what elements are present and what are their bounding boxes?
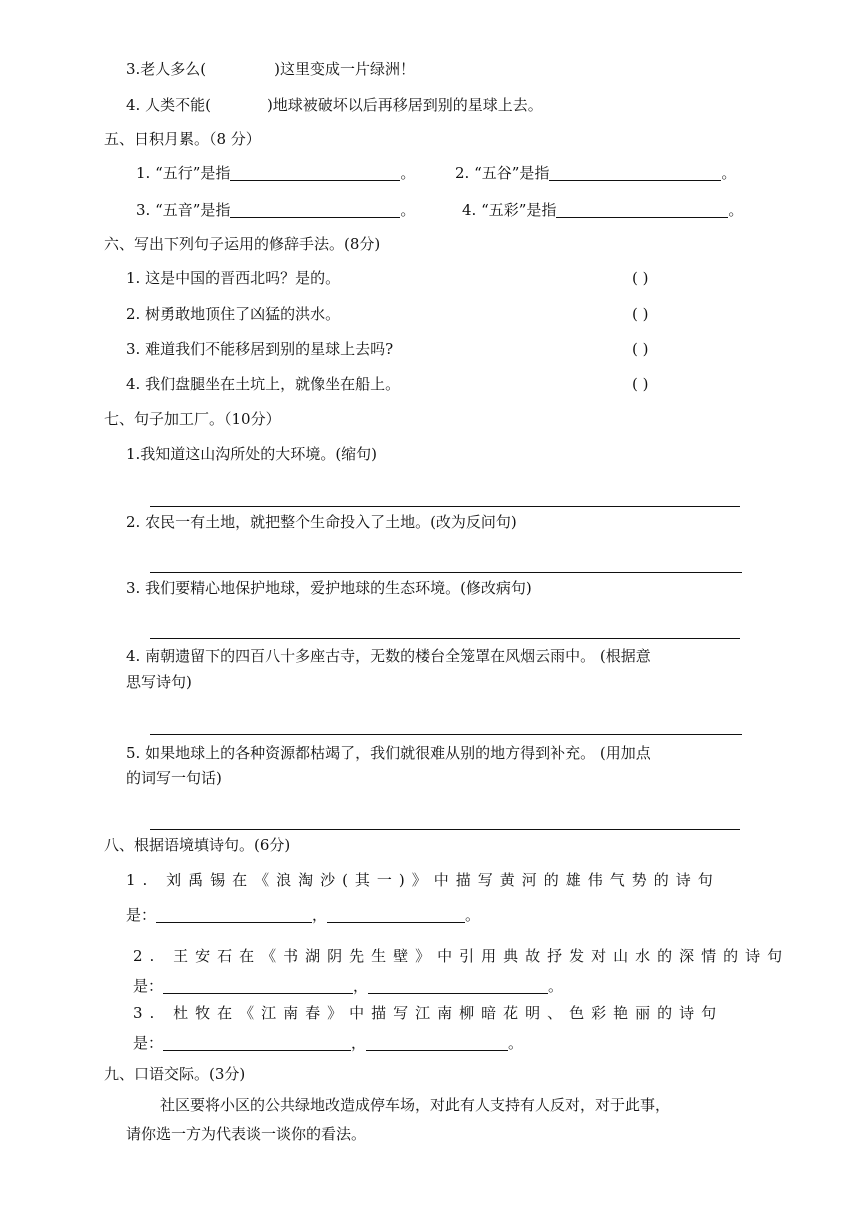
blank-line[interactable] (366, 1035, 508, 1051)
q5-heading: 五、日积月累。（8 分） (104, 130, 261, 148)
q6-item-3: 3. 难道我们不能移居到别的星球上去吗? (126, 340, 394, 358)
blank-line[interactable] (230, 202, 400, 218)
q9-paragraph-line2: 请你选一方为代表谈一谈你的看法。 (126, 1125, 367, 1143)
q8-item-3-line1: 3. 杜牧在《江南春》中描写江南柳暗花明、色彩艳丽的诗句 (133, 1004, 724, 1022)
q7-item-1: 1.我知道这山沟所处的大环境。(缩句) (126, 445, 378, 463)
answer-parens[interactable]: ( ) (632, 269, 649, 287)
answer-parens[interactable]: ( ) (632, 305, 649, 323)
q7-item-2: 2. 农民一有土地，就把整个生命投入了土地。(改为反问句) (126, 513, 517, 531)
q7-item-5-line1: 5. 如果地球上的各种资源都枯竭了，我们就很难从别的地方得到补充。 (用加点 (126, 744, 651, 762)
q7-item-3: 3. 我们要精心地保护地球，爱护地球的生态环境。(修改病句) (126, 579, 532, 597)
q8-item-1-line2: 是： ， 。 (126, 906, 481, 924)
q9-paragraph-line1: 社区要将小区的公共绿地改造成停车场，对此有人支持有人反对，对于此事， (160, 1096, 671, 1114)
answer-line[interactable] (150, 829, 740, 830)
blank-line[interactable] (368, 978, 548, 994)
q7-item-5-line2: 的词写一句话) (126, 769, 222, 787)
q6-item-1: 1. 这是中国的晋西北吗？是的。 (126, 269, 341, 287)
q4-item-3: 3.老人多么( )这里变成一片绿洲！ (126, 60, 416, 78)
q5-row-1b: 2. “五谷”是指 。 (455, 164, 737, 182)
q5-row-2: 3. “五音”是指 。 (136, 201, 416, 219)
q8-heading: 八、根据语境填诗句。(6分) (104, 836, 291, 854)
q7-item-4-line2: 思写诗句) (126, 673, 192, 691)
q9-heading: 九、口语交际。(3分) (104, 1065, 246, 1083)
q8-item-3-line2: 是： ， 。 (133, 1034, 524, 1052)
blank-line[interactable] (230, 165, 400, 181)
q8-item-2-line2: 是： ， 。 (133, 977, 564, 995)
answer-line[interactable] (150, 734, 742, 735)
q8-item-1-line1: 1. 刘禹锡在《浪淘沙(其一)》中描写黄河的雄伟气势的诗句 (126, 871, 720, 889)
blank-line[interactable] (163, 1035, 351, 1051)
answer-line[interactable] (150, 572, 742, 573)
answer-line[interactable] (150, 506, 740, 507)
q8-item-2-line1: 2. 王安石在《书湖阴先生壁》中引用典故抒发对山水的深情的诗句 (133, 947, 790, 965)
blank-line[interactable] (549, 165, 721, 181)
q5-row-2b: 4. “五彩”是指 。 (462, 201, 744, 219)
q5-row-1: 1. “五行”是指 。 (136, 164, 416, 182)
answer-line[interactable] (150, 638, 740, 639)
q7-item-4-line1: 4. 南朝遗留下的四百八十多座古寺，无数的楼台全笼罩在风烟云雨中。 (根据意 (126, 647, 651, 665)
q6-item-4: 4. 我们盘腿坐在土坑上，就像坐在船上。 (126, 375, 401, 393)
blank-line[interactable] (156, 907, 312, 923)
blank-line[interactable] (556, 202, 728, 218)
q6-item-2: 2. 树勇敢地顶住了凶猛的洪水。 (126, 305, 341, 323)
answer-parens[interactable]: ( ) (632, 375, 649, 393)
blank-line[interactable] (163, 978, 353, 994)
q6-heading: 六、写出下列句子运用的修辞手法。(8分) (104, 235, 381, 253)
answer-parens[interactable]: ( ) (632, 340, 649, 358)
q7-heading: 七、句子加工厂。（10分） (104, 410, 281, 428)
blank-line[interactable] (327, 907, 465, 923)
q4-item-4: 4. 人类不能( )地球被破坏以后再移居到别的星球上去。 (126, 96, 543, 114)
